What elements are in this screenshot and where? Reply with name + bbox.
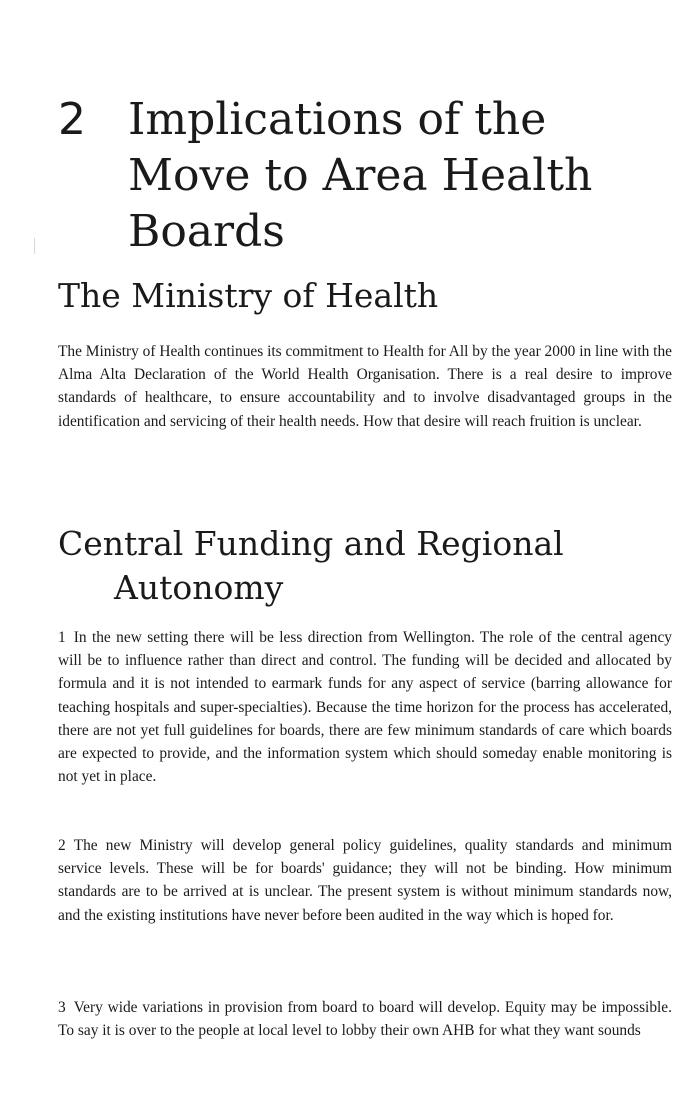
section-title-ministry: The Ministry of Health xyxy=(58,276,439,315)
paragraph-number: 2 xyxy=(58,837,66,854)
chapter-title-line-2: Move to Area Health xyxy=(128,150,593,201)
section-ministry-paragraph: The Ministry of Health continues its commitment to Health for All by the year 2000 in line with the Alma Alta Declaration of the World Health Organisation. There is a real desire to improve standards of healthcare, to ensure accountability and to involve disadvantaged groups in the identification and servicing of their health needs. How that desire will reach fruition is unclear. xyxy=(58,343,672,430)
chapter-title-line-1: Implications of the xyxy=(128,94,547,145)
section-title-central-funding xyxy=(58,522,658,610)
paragraph-number: 3 xyxy=(58,999,66,1016)
chapter-title xyxy=(128,92,648,260)
margin-mark xyxy=(34,238,35,254)
section-title-line-1: Central Funding and Regional xyxy=(58,524,564,563)
chapter-number: 2 xyxy=(58,94,86,145)
chapter-title-line-3: Boards xyxy=(128,206,285,257)
paragraph-number: 1 xyxy=(58,629,66,646)
paragraph-text: The new Ministry will develop general policy guidelines, quality standards and minimum service levels. These will be for boards' guidance; they will not be binding. How minimum standards are to be arrived at is unclear. The present system is without minimum standards now, and the existing institutions have never before been audited in the way which is hoped for. xyxy=(58,837,672,924)
paragraph-text: In the new setting there will be less direction from Wellington. The role of the central agency will be to influence rather than direct and control. The funding will be decided and allocated by formula and it is not intended to earmark funds for any aspect of service (barring allowance for teaching hospitals and super-specialties). Because the time horizon for the process has accelerated, there are not yet full guidelines for boards, there are few minimum standards of care which boards are expected to provide, and the information system which should someday enable monitoring is not yet in place. xyxy=(58,629,672,786)
paragraph-text: Very wide variations in provision from board to board will develop. Equity may be impossible. To say it is over to the people at local level to lobby their own AHB for what they want sounds xyxy=(58,999,672,1040)
numbered-paragraph-2 xyxy=(58,834,672,927)
numbered-paragraph-1 xyxy=(58,626,672,788)
section-title-line-2: Autonomy xyxy=(114,568,284,607)
numbered-paragraph-3 xyxy=(58,996,672,1042)
